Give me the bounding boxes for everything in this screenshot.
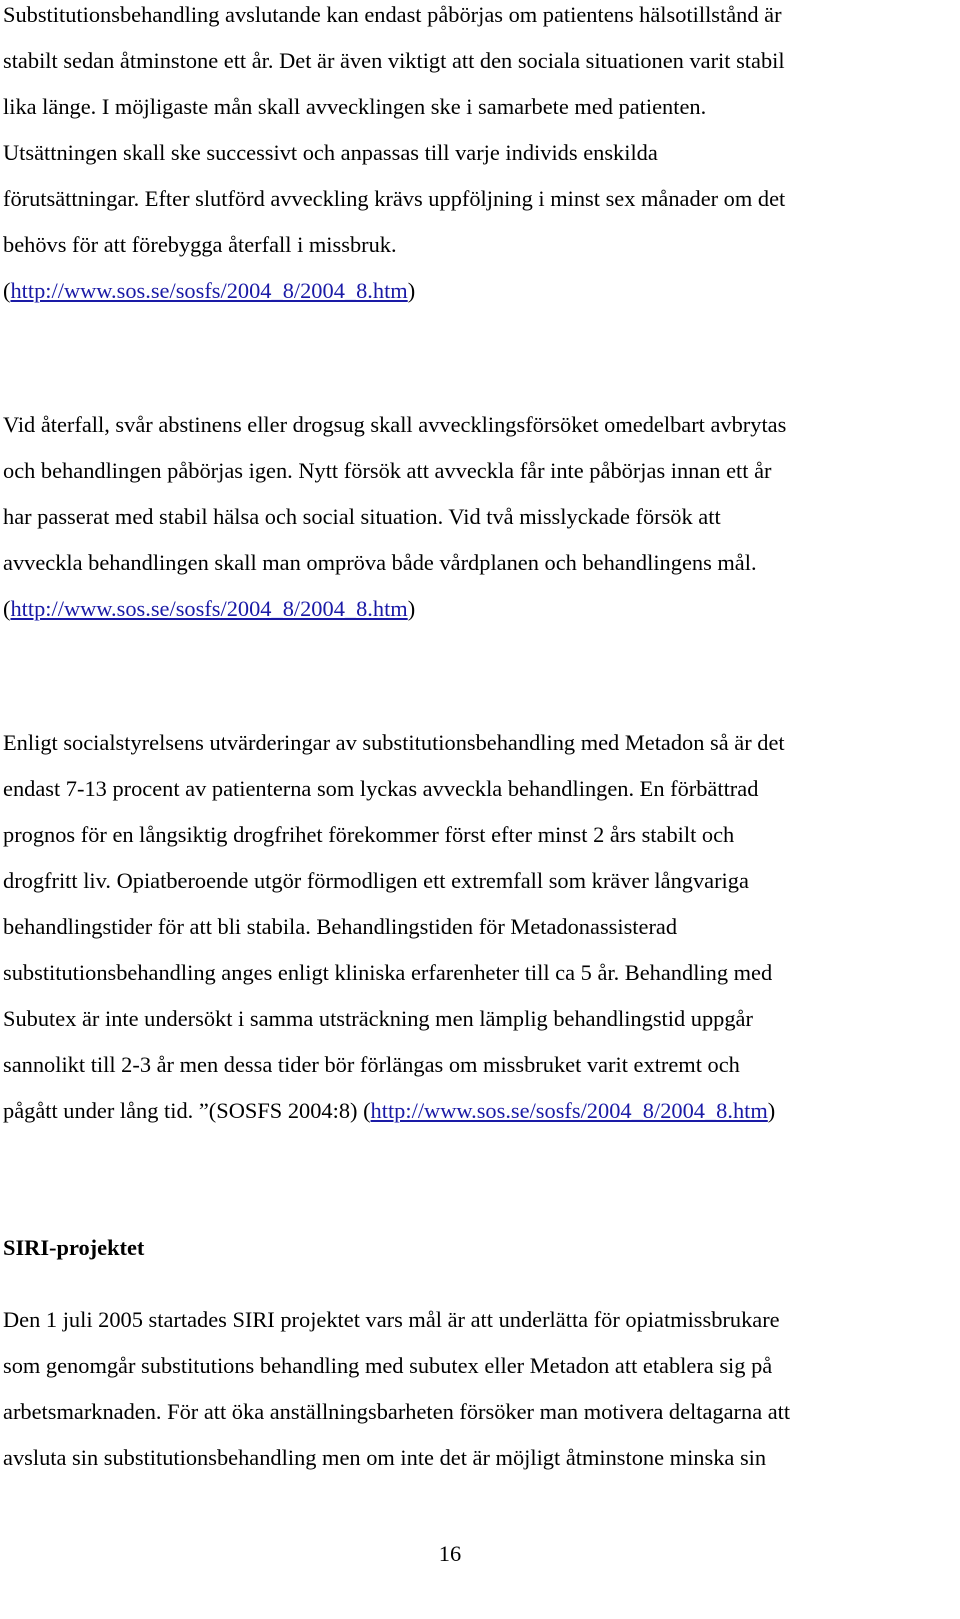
citation-text: pågått under lång tid. ”(SOSFS 2004:8) (: [3, 1098, 371, 1123]
text-line: arbetsmarknaden. För att öka anställningsbarheten försöker man motivera deltagarna att: [3, 1399, 791, 1424]
section-heading: SIRI-projektet: [3, 1235, 145, 1260]
text-line: som genomgår substitutions behandling med subutex eller Metadon att etablera sig på: [3, 1353, 773, 1378]
text-line: lika länge. I möjligaste mån skall avvecklingen ske i samarbete med patienten.: [3, 94, 707, 119]
text-line: behövs för att förebygga återfall i missbruk.: [3, 232, 397, 257]
link-line: [3, 586, 953, 632]
paragraph-1: [3, 0, 953, 314]
text-line: förutsättningar. Efter slutförd avveckling krävs uppföljning i minst sex månader om det: [3, 186, 786, 211]
text-line: Utsättningen skall ske successivt och anpassas till varje individs enskilda: [3, 140, 658, 165]
text-line: avveckla behandlingen skall man ompröva både vårdplanen och behandlingens mål.: [3, 550, 757, 575]
text-line: stabilt sedan åtminstone ett år. Det är även viktigt att den sociala situationen varit stabil: [3, 48, 785, 73]
paragraph-4: [3, 1297, 953, 1481]
sosfs-link[interactable]: http://www.sos.se/sosfs/2004_8/2004_8.htm: [370, 1098, 768, 1123]
text-line: endast 7-13 procent av patienterna som lyckas avveckla behandlingen. En förbättrad: [3, 776, 759, 801]
paragraph-2: [3, 402, 953, 632]
page-number: 16: [438, 1541, 462, 1566]
text-line: Substitutionsbehandling avslutande kan endast påbörjas om patientens hälsotillstånd är: [3, 2, 782, 27]
text-line: Subutex är inte undersökt i samma utsträckning men lämplig behandlingstid uppgår: [3, 1006, 753, 1031]
text-line: och behandlingen påbörjas igen. Nytt försök att avveckla får inte påbörjas innan ett år: [3, 458, 772, 483]
text-line: avsluta sin substitutionsbehandling men om inte det är möjligt åtminstone minska sin: [3, 1445, 767, 1470]
sosfs-link[interactable]: http://www.sos.se/sosfs/2004_8/2004_8.htm: [10, 278, 408, 303]
text-line: behandlingstider för att bli stabila. Behandlingstiden för Metadonassisterad: [3, 914, 678, 939]
paragraph-3: [3, 720, 953, 1134]
link-prefix: (: [3, 596, 11, 621]
text-line: Vid återfall, svår abstinens eller drogsug skall avvecklingsförsöket omedelbart avbrytas: [3, 412, 787, 437]
text-line: sannolikt till 2-3 år men dessa tider bör förlängas om missbruket varit extremt och: [3, 1052, 740, 1077]
text-line: prognos för en långsiktig drogfrihet förekommer först efter minst 2 års stabilt och: [3, 822, 735, 847]
link-line: [3, 1088, 953, 1134]
text-line: drogfritt liv. Opiatberoende utgör förmodligen ett extremfall som kräver långvariga: [3, 868, 749, 893]
link-suffix: ): [407, 596, 416, 621]
text-line: Enligt socialstyrelsens utvärderingar av substitutionsbehandling med Metadon så är det: [3, 730, 785, 755]
text-line: substitutionsbehandling anges enligt kliniska erfarenheter till ca 5 år. Behandling med: [3, 960, 773, 985]
link-suffix: ): [767, 1098, 776, 1123]
text-line: har passerat med stabil hälsa och social situation. Vid två misslyckade försök att: [3, 504, 721, 529]
text-line: Den 1 juli 2005 startades SIRI projektet vars mål är att underlätta för opiatmissbrukare: [3, 1307, 780, 1332]
link-prefix: (: [3, 278, 11, 303]
sosfs-link[interactable]: http://www.sos.se/sosfs/2004_8/2004_8.htm: [10, 596, 408, 621]
link-suffix: ): [407, 278, 416, 303]
link-line: [3, 268, 953, 314]
